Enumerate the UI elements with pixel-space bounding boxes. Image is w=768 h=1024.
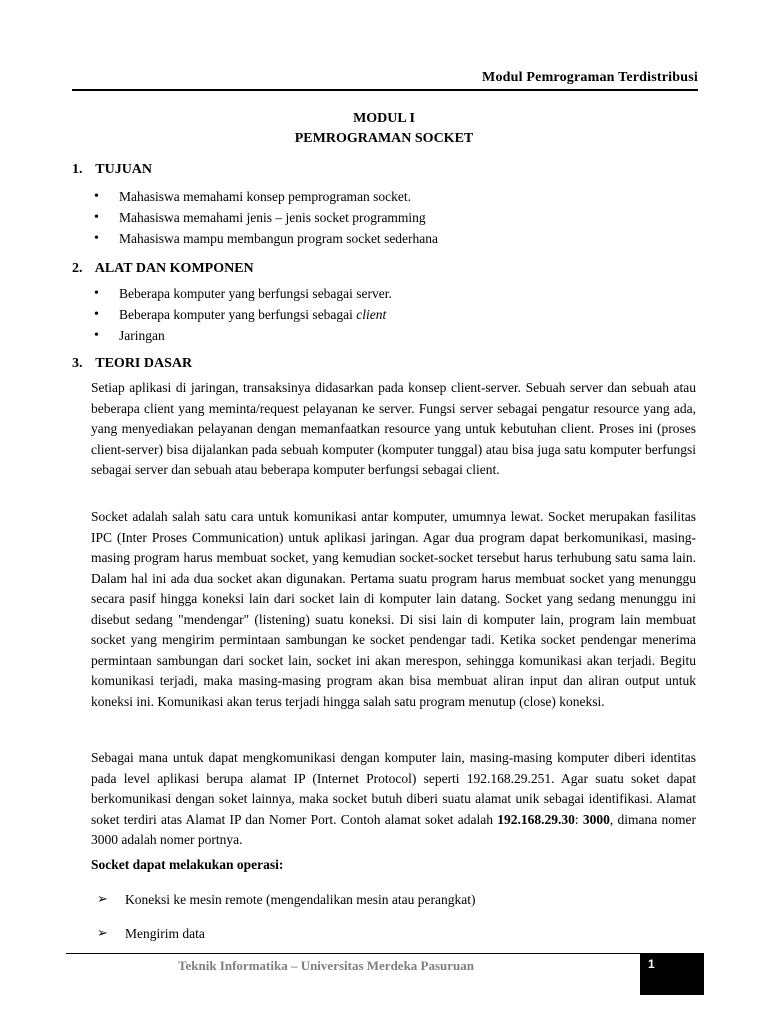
operations-list	[97, 890, 476, 958]
list-item: • Beberapa komputer yang berfungsi sebagai server.	[93, 283, 392, 304]
list-item-italic: client	[356, 307, 387, 322]
separator: :	[574, 811, 583, 827]
alat-list	[93, 283, 392, 346]
section-label: TUJUAN	[95, 162, 153, 177]
paragraph-socket: Socket adalah salah satu cara untuk komunikasi antar komputer, umumnya lewat. Socket merupakan fasilitas IPC (Inter Proses Communication) untuk aplikasi jaringan. Agar dua program dapat berkomunikasi, masing-masing program harus membuat socket, yang kemudian socket-socket tersebut harus terhubung satu sama lain. Dalam hal ini ada dua socket akan digunakan. Pertama suatu program harus membuat socket yang menunggu secara pasif hingga koneksi lain dari socket lain di komputer lain datang. Socket yang sedang menunggu ini disebut sedang "mendengar" (listening) suatu koneksi. Di sisi lain di komputer lain, program lain membuat socket yang mengirim permintaan sambungan ke socket pendengar tadi. Ketika socket pendengar menerima permintaan sambungan dari socket lain, socket ini akan merespon, sehingga komunikasi akan terjadi. Begitu komunikasi terjadi, maka masing-masing program akan bisa membuat aliran input dan aliran output untuk koneksi ini. Komunikasi akan terus terjadi hingga salah satu program menutup (close) koneksi.	[91, 509, 696, 709]
list-item: • Mahasiswa memahami konsep pemprograman socket.	[93, 186, 438, 207]
paragraph-text: Sebagai mana untuk dapat mengkomunikasi dengan komputer lain, masing-masing komputer diberi identitas pada level aplikasi berupa alamat IP (Internet Protocol) seperti 192.168.29.251. Agar suatu soket dapat berkomunikasi dengan soket lainnya, maka socket butuh diberi suatu alamat unik sebagai identifikasi. Alamat soket terdiri atas Alamat IP dan Nomer Port. Contoh alamat soket adalah	[91, 750, 696, 827]
section-heading-alat	[72, 261, 254, 277]
paragraph-text: , dimana nomer 3000 adalah nomer portnya.	[91, 811, 696, 847]
section-heading-teori	[72, 356, 192, 372]
module-title: PEMROGRAMAN SOCKET	[294, 131, 474, 146]
list-item	[93, 304, 392, 325]
page-number-box	[640, 953, 704, 995]
section-number: 2.	[72, 261, 83, 276]
operations-heading: Socket dapat melakukan operasi:	[91, 857, 284, 872]
paragraph-ip-address	[91, 748, 696, 851]
paragraph-client-server: Setiap aplikasi di jaringan, transaksinya didasarkan pada konsep client-server. Sebuah server dan sebuah atau beberapa client yang meminta/request pelayanan ke server. Fungsi server sebagai pengatur resource yang ada, yang menyediakan pelayanan dengan memanfaatkan resource yang untuk kebutuhan client. Proses ini (proses client-server) bisa dijalankan pada sebuah komputer (komputer tunggal) atau bisa juga satu komputer berfungsi sebagai server dan sebuah atau beberapa komputer berfungsi sebagai client.	[91, 380, 696, 477]
section-label: ALAT DAN KOMPONEN	[94, 261, 254, 276]
header-rule	[72, 89, 698, 91]
section-number: 3.	[72, 356, 83, 371]
page-number: 1	[648, 957, 655, 971]
arrow-list-item: ➢ Mengirim data	[97, 924, 476, 958]
list-item: • Mahasiswa memahami jenis – jenis socket programming	[93, 207, 438, 228]
footer-rule	[66, 953, 704, 954]
module-number: MODUL I	[353, 111, 415, 126]
example-ip: 192.168.29.30	[497, 811, 575, 827]
list-item: • Jaringan	[93, 325, 392, 346]
list-item-text: Beberapa komputer yang berfungsi sebagai	[119, 307, 357, 322]
tujuan-list	[93, 186, 438, 249]
example-port: 3000	[582, 811, 610, 827]
header-title: Modul Pemrograman Terdistribusi	[482, 70, 698, 85]
arrow-list-item: ➢ Koneksi ke mesin remote (mengendalikan mesin atau perangkat)	[97, 890, 476, 924]
footer-text: Teknik Informatika – Universitas Merdeka Pasuruan	[178, 958, 475, 973]
section-heading-tujuan	[72, 162, 152, 178]
section-number: 1.	[72, 162, 83, 177]
section-label: TEORI DASAR	[95, 356, 193, 371]
list-item: • Mahasiswa mampu membangun program socket sederhana	[93, 228, 438, 249]
